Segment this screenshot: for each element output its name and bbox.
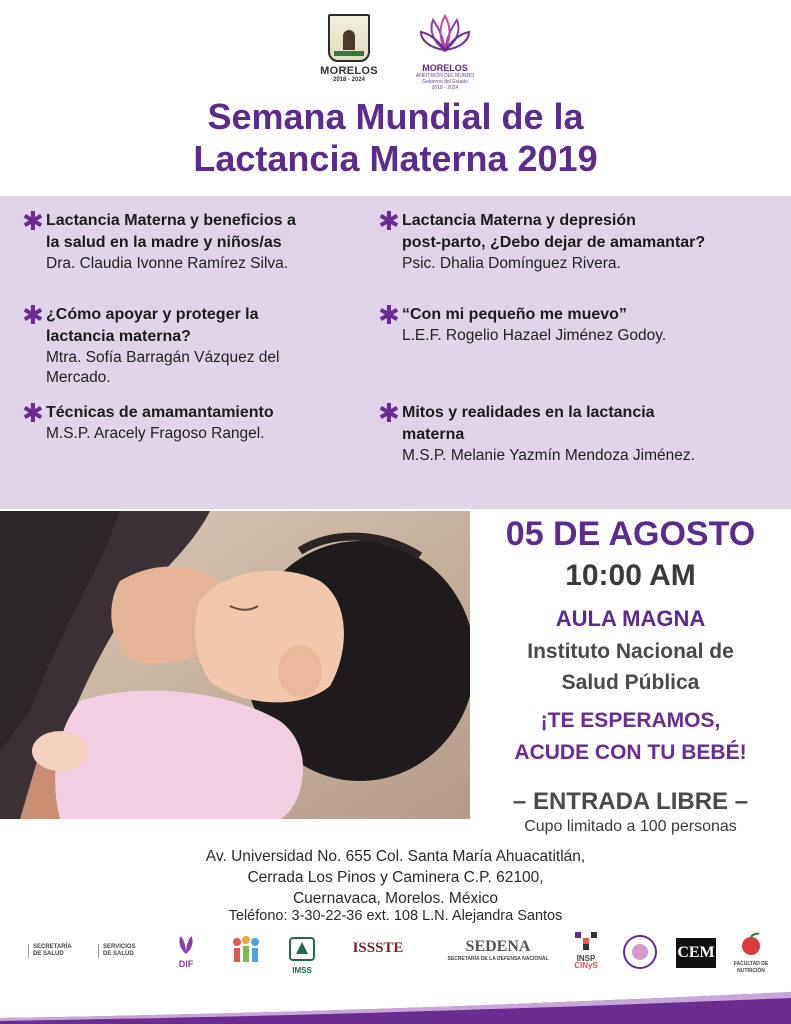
event-invite (470, 705, 791, 769)
topic-title: “Con mi pequeño me muevo” (402, 306, 627, 323)
page-title (0, 96, 791, 180)
children-icon (229, 934, 263, 968)
breastfeeding-photo (0, 511, 470, 819)
asterisk-icon: ✱ (378, 398, 400, 428)
topics-panel (0, 196, 791, 509)
issste-logo: ISSSTE (352, 940, 404, 956)
event-venue: AULA MAGNA (555, 606, 706, 631)
morelos-seal-logo (313, 14, 385, 92)
circle-seal-logo (620, 934, 660, 975)
institution-line-1: Instituto Nacional de (527, 640, 734, 663)
event-time: 10:00 AM (565, 559, 696, 592)
right-logo-sub1: ANFITRIÓN DEL MUNDO (415, 73, 475, 79)
topic-speaker: M.S.P. Aracely Fragoso Rangel. (46, 425, 265, 442)
secretaria-salud-logo: SECRETARÍA DE SALUD (28, 944, 95, 958)
topic-speaker: L.E.F. Rogelio Hazael Jiménez Godoy. (402, 327, 667, 344)
asterisk-icon: ✱ (378, 300, 400, 330)
topic-item (378, 300, 782, 346)
shield-icon (328, 14, 370, 62)
nutricion-logo: FACULTAD DE NUTRICIÓN (728, 932, 774, 975)
hospital-nino-logo (226, 934, 266, 974)
topic-title: Lactancia Materna y depresión (402, 212, 636, 229)
institution-line-2: Salud Pública (561, 671, 700, 694)
title-line-2: Lactancia Materna 2019 (193, 138, 598, 179)
partner-logos (28, 932, 778, 990)
servicios-salud-logo: SERVICIOS DE SALUD (98, 944, 161, 958)
topic-title: lactancia materna? (46, 328, 191, 345)
right-logo-sub3: 2018 - 2024 (431, 85, 459, 91)
dif-lotus-icon (173, 934, 199, 956)
topic-title: materna (402, 426, 465, 443)
address-line-1: Av. Universidad No. 655 Col. Santa María Ahuacatitlán, (205, 848, 586, 865)
title-line-1: Semana Mundial de la (207, 96, 584, 137)
asterisk-icon: ✱ (22, 206, 44, 236)
asterisk-icon: ✱ (378, 206, 400, 236)
topic-item (378, 206, 782, 274)
lotus-icon (419, 14, 471, 54)
topic-speaker: M.S.P. Melanie Yazmín Mendoza Jiménez. (402, 447, 695, 464)
cem-logo: CEM (676, 938, 716, 968)
phone-line: Teléfono: 3-30-22-36 ext. 108 L.N. Alejandra Santos (228, 908, 563, 924)
topic-speaker: Mtra. Sofía Barragán Vázquez del (46, 349, 280, 366)
imss-logo: IMSS (284, 936, 320, 974)
address-line-3: Cuernavaca, Morelos. México (292, 890, 499, 907)
topic-title: post-parto, ¿Debo dejar de amamantar? (402, 234, 706, 251)
topic-title: Lactancia Materna y beneficios a (46, 212, 296, 229)
topic-title: la salud en la madre y niños/as (46, 234, 282, 251)
topic-item (22, 206, 366, 274)
left-logo-name: MORELOS (320, 65, 378, 77)
topic-title: Mitos y realidades en la lactancia (402, 404, 655, 421)
invite-line-2: ACUDE CON TU BEBÉ! (514, 741, 747, 764)
event-institution (470, 636, 791, 698)
asterisk-icon: ✱ (22, 300, 44, 330)
left-logo-years: 2018 - 2024 (332, 77, 366, 83)
topic-item (22, 398, 366, 444)
address-block (0, 846, 791, 909)
sedena-logo: SEDENA SECRETARÍA DE LA DEFENSA NACIONAL (447, 938, 549, 962)
insp-mark-icon (575, 932, 597, 950)
event-date: 05 DE AGOSTO (505, 515, 756, 553)
topic-speaker: Dra. Claudia Ivonne Ramírez Silva. (46, 255, 289, 272)
imss-eagle-icon (288, 936, 316, 962)
insp-logo: INSP CINyS (568, 932, 604, 969)
apple-icon (737, 932, 765, 956)
topic-item (22, 300, 366, 388)
right-logo-name: MORELOS (422, 63, 468, 73)
free-entry: – ENTRADA LIBRE – (512, 788, 749, 815)
seal-icon (622, 934, 658, 970)
topic-title: Técnicas de amamantamiento (46, 404, 274, 421)
right-logo-sub2: Gobierno del Estado (422, 79, 468, 85)
topic-title: ¿Cómo apoyar y proteger la (46, 306, 259, 323)
dif-logo: DIF (166, 934, 206, 968)
morelos-government-logo (408, 14, 482, 92)
topic-speaker: Psic. Dhalia Domínguez Rivera. (402, 255, 621, 272)
invite-line-1: ¡TE ESPERAMOS, (540, 709, 721, 732)
topic-item (378, 398, 782, 466)
asterisk-icon: ✱ (22, 398, 44, 428)
footer-swoosh (0, 992, 791, 1024)
address-line-2: Cerrada Los Pinos y Caminera C.P. 62100, (247, 869, 544, 886)
mother-baby-illustration (0, 511, 470, 819)
topic-speaker: Mercado. (46, 369, 111, 386)
capacity-note: Cupo limitado a 100 personas (524, 818, 737, 835)
